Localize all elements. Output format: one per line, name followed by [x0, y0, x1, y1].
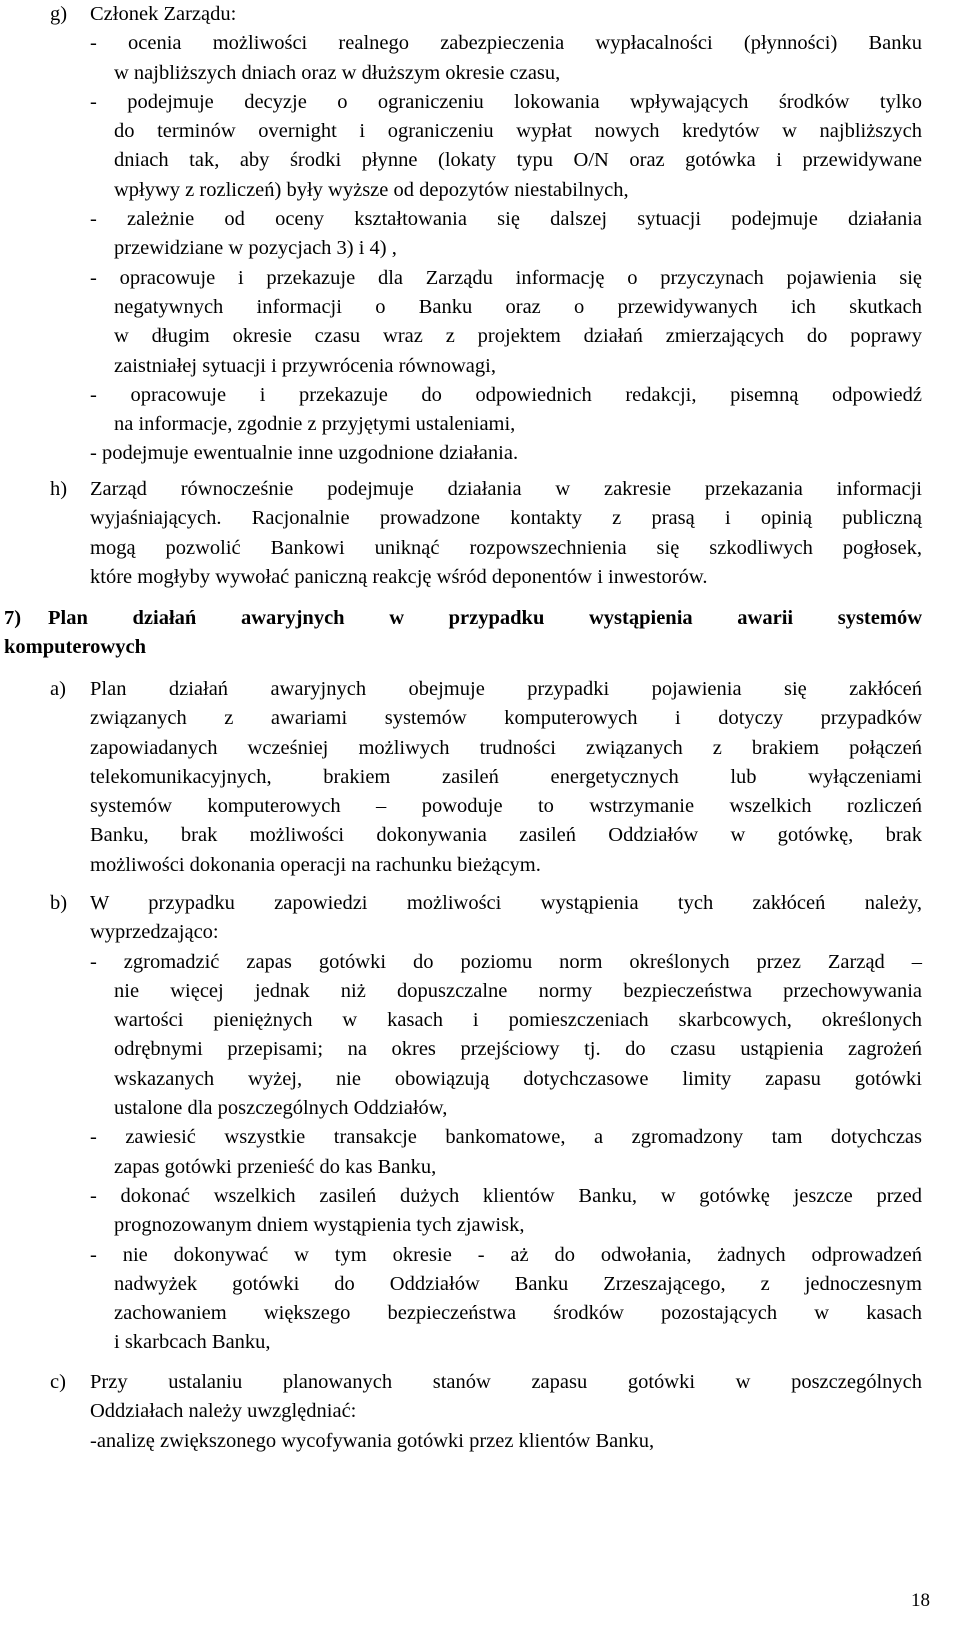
list-item-line: - ocenia możliwości realnego zabezpieczenia wypłacalności (płynności) Banku — [90, 32, 922, 55]
list-item-line: i skarbcach Banku, — [114, 1331, 271, 1354]
paragraph-line: W przypadku zapowiedzi możliwości wystąpienia tych zakłóceń należy, — [90, 892, 922, 914]
paragraph-line: Plan działań awaryjnych obejmuje przypadki pojawienia się zakłóceń — [90, 678, 922, 700]
list-item-line: prognozowanym dniem wystąpienia tych zjawisk, — [114, 1214, 525, 1237]
paragraph-line: Zarząd równocześnie podejmuje działania w zakresie przekazania informacji — [90, 478, 922, 500]
list-item-line: zachowaniem większego bezpieczeństwa środków pozostających w kasach — [114, 1302, 922, 1325]
list-item — [90, 29, 922, 88]
item-b-label: b) — [50, 892, 68, 914]
item-g-bullets — [90, 29, 922, 468]
item-g-label: g) — [50, 3, 68, 25]
list-item — [90, 264, 922, 381]
paragraph-line: związanych z awariami systemów komputerowych i dotyczy przypadków — [90, 707, 922, 730]
list-item — [90, 88, 922, 205]
list-item-line: -analizę zwiększonego wycofywania gotówki przez klientów Banku, — [90, 1429, 655, 1452]
list-item-line: ustalone dla poszczególnych Oddziałów, — [114, 1097, 448, 1120]
list-item — [90, 1123, 922, 1182]
section-7-title — [4, 604, 922, 663]
list-item-line: - zgromadzić zapas gotówki do poziomu norm określonych przez Zarząd – — [90, 950, 922, 973]
item-a-text — [90, 675, 922, 880]
list-item — [90, 381, 922, 440]
paragraph-line: systemów komputerowych – powoduje to wstrzymanie wszelkich rozliczeń — [90, 795, 922, 818]
paragraph-line: mogą pozwolić Bankowi uniknąć rozpowszechnienia się szkodliwych pogłosek, — [90, 536, 922, 559]
paragraph-line: Oddziałach należy uwzględniać: — [90, 1400, 357, 1423]
paragraph-line: Przy ustalaniu planowanych stanów zapasu gotówki w poszczególnych — [90, 1371, 922, 1393]
list-item-line: - zależnie od oceny kształtowania się dalszej sytuacji podejmuje działania — [90, 208, 922, 231]
list-item-line: nie więcej jednak niż dopuszczalne normy bezpieczeństwa przechowywania — [114, 979, 922, 1002]
list-item-line: przewidziane w pozycjach 3) i 4) , — [114, 237, 397, 260]
item-b-text — [90, 889, 922, 948]
list-item-line: zapas gotówki przenieść do kas Banku, — [114, 1155, 437, 1178]
list-item-line: nadwyżek gotówki do Oddziałów Banku Zrzeszającego, z jednoczesnym — [114, 1272, 922, 1295]
paragraph-line: wyprzedzająco: — [90, 921, 219, 944]
section-7-label: 7) — [4, 607, 22, 629]
heading-line: Plan działań awaryjnych w przypadku wystąpienia awarii systemów — [48, 607, 922, 629]
list-item-line: zaistniałej sytuacji i przywrócenia równowagi, — [114, 354, 496, 377]
item-a-label: a) — [50, 678, 66, 700]
paragraph-line: które mogłyby wywołać paniczną reakcję wśród deponentów i inwestorów. — [90, 565, 708, 588]
list-item — [90, 439, 922, 468]
item-g-title: Członek Zarządu: — [90, 3, 237, 25]
heading-line: komputerowych — [4, 636, 146, 659]
list-item — [90, 1182, 922, 1241]
paragraph-line: zapowiadanych wcześniej możliwych trudności związanych z brakiem połączeń — [90, 736, 922, 759]
list-item-line: - nie dokonywać w tym okresie - aż do odwołania, żadnych odprowadzeń — [90, 1243, 922, 1266]
page-number: 18 — [911, 1590, 930, 1611]
list-item-line: wartości pieniężnych w kasach i pomieszczeniach skarbcowych, określonych — [114, 1009, 922, 1032]
paragraph-line: telekomunikacyjnych, brakiem zasileń energetycznych lub wyłączeniami — [90, 765, 922, 788]
list-item-line: wskazanych wyżej, nie obowiązują dotychczasowe limity zapasu gotówki — [114, 1067, 922, 1090]
list-item — [90, 205, 922, 264]
list-item-line: - dokonać wszelkich zasileń dużych klientów Banku, w gotówkę jeszcze przed — [90, 1184, 922, 1207]
list-item — [90, 1241, 922, 1358]
list-item — [90, 948, 922, 1124]
list-item-line: negatywnych informacji o Banku oraz o przewidywanych ich skutkach — [114, 295, 922, 318]
list-item-line: odrębnymi przepisami; na okres przejściowy tj. do czasu ustąpienia zagrożeń — [114, 1038, 922, 1061]
item-c-text — [90, 1368, 922, 1427]
list-item-line: - podejmuje ewentualnie inne uzgodnione działania. — [90, 442, 519, 465]
list-item-line: do terminów overnight i ograniczeniu wypłat nowych kredytów w najbliższych — [114, 120, 922, 143]
list-item-line: - zawiesić wszystkie transakcje bankomatowe, a zgromadzony tam dotychczas — [90, 1126, 922, 1149]
paragraph-line: Banku, brak możliwości dokonywania zasileń Oddziałów w gotówkę, brak — [90, 824, 922, 847]
list-item-line: wpływy z rozliczeń) były wyższe od depozytów niestabilnych, — [114, 178, 629, 201]
list-item — [90, 1427, 922, 1456]
item-c-label: c) — [50, 1371, 66, 1393]
list-item-line: - opracowuje i przekazuje do odpowiednich redakcji, pisemną odpowiedź — [90, 383, 922, 406]
item-h-label: h) — [50, 478, 68, 500]
paragraph-line: możliwości dokonania operacji na rachunku bieżącym. — [90, 853, 541, 876]
item-h-text — [90, 475, 922, 592]
list-item-line: dniach tak, aby środki płynne (lokaty typu O/N oraz gotówka i przewidywane — [114, 149, 922, 172]
item-c-bullets — [90, 1427, 922, 1456]
list-item-line: na informacje, zgodnie z przyjętymi ustaleniami, — [114, 413, 516, 436]
list-item-line: - podejmuje decyzje o ograniczeniu lokowania wpływających środków tylko — [90, 90, 922, 113]
paragraph-line: wyjaśniających. Racjonalnie prowadzone kontakty z prasą i opinią publiczną — [90, 507, 922, 530]
list-item-line: - opracowuje i przekazuje dla Zarządu informację o przyczynach pojawienia się — [90, 266, 922, 289]
item-b-bullets — [90, 948, 922, 1358]
list-item-line: w długim okresie czasu wraz z projektem działań zmierzających do poprawy — [114, 325, 922, 348]
list-item-line: w najbliższych dniach oraz w dłuższym okresie czasu, — [114, 61, 561, 84]
